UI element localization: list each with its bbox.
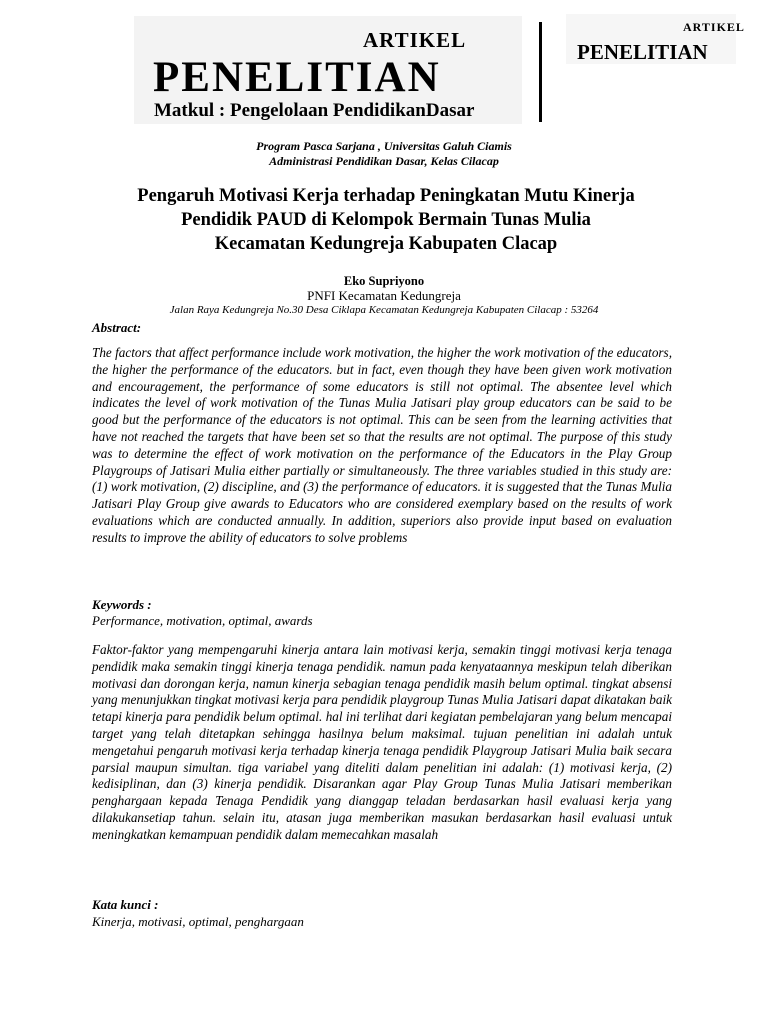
keywords-heading: Keywords : — [92, 597, 152, 612]
right-penelitian-text: PENELITIAN — [577, 40, 708, 64]
logo-artikel-text: ARTIKEL — [363, 28, 467, 52]
keywords-text: Performance, motivation, optimal, awards — [92, 613, 313, 628]
right-artikel-text: ARTIKEL — [683, 20, 745, 34]
paper-title — [80, 184, 692, 256]
header-divider — [539, 22, 542, 122]
kata-kunci-heading: Kata kunci : — [92, 897, 159, 912]
kata-kunci-text: Kinerja, motivasi, optimal, penghargaan — [92, 914, 304, 929]
title-line-1: Pengaruh Motivasi Kerja terhadap Peningkatan Mutu Kinerja — [137, 186, 635, 206]
abstract-heading: Abstract: — [92, 320, 142, 335]
author-institution: PNFI Kecamatan Kedungreja — [307, 288, 461, 303]
author-address: Jalan Raya Kedungreja No.30 Desa Ciklapa Kecamatan Kedungreja Kabupaten Cilacap : 53264 — [169, 304, 599, 316]
affiliation-line-2: Administrasi Pendidikan Dasar, Kelas Cilacap — [269, 154, 499, 168]
abstract-text: The factors that affect performance include work motivation, the higher the work motivation of the educators, the higher the performance of the educators. but in fact, even though they have been given work motivation and encouragement, the performance of some educators is still not optimal. The absentee level which indicates the level of work motivation of the Tunas Mulia Jatisari play group educators can be said to be good but the performance of the educators is not optimal. This can be seen from the learning activities that have not reached the targets that have been set so that the results are not optimal. The purpose of this study was to determine the effect of work motivation on the performance of the Educators in the Play Group Playgroups of Jatisari Mulia either partially or simultaneously. The three variables studied in this study are: (1) work motivation, (2) discipline, and (3) the performance of educators. it is suggested that the Tunas Mulia Jatisari Play Group give awards to Educators who are considered exemplary based on the results of work evaluations which are conducted annually. In addition, superiors also provide input based on evaluation results to improve the ability of educators to solve problems — [92, 345, 672, 545]
author-name: Eko Supriyono — [343, 274, 425, 288]
title-line-3: Kecamatan Kedungreja Kabupaten Clacap — [214, 234, 558, 254]
title-line-2: Pendidik PAUD di Kelompok Bermain Tunas Mulia — [181, 210, 591, 230]
logo-course-subtitle: Matkul : Pengelolaan PendidikanDasar — [154, 100, 475, 121]
abstrak-text: Faktor-faktor yang mempengaruhi kinerja antara lain motivasi kerja, semakin tinggi motivasi kerja tenaga pendidik maka semakin tinggi kinerja tenaga pendidik. namun pada kenyataannya meskipun telah diberikan motivasi dan dorongan kerja, namun kinerja sebagian tenaga pendidik masih belum optimal. tingkat absensi yang menunjukkan tingkat motivasi kerja para pendidik playgroup Tunas Mulia Jatisari dapat dikatakan baik tetapi kinerja para pendidik belum optimal. hal ini terlihat dari kegiatan pembelajaran yang belum mencapai target yang telah ditetapkan sehingga hasilnya belum maksimal. tujuan penelitian ini adalah untuk mengetahui pengaruh motivasi kerja terhadap kinerja tenaga pendidik Playgroup Jatisari Mulia baik secara parsial maupun simultan. tiga variabel yang diteliti dalam penelitian ini adalah: (1) motivasi kerja, (2) kedisiplinan, dan (3) kinerja pendidik. Disarankan agar Play Group Tunas Mulia Jatisari memberikan penghargaan kepada Tenaga Pendidik yang dianggap teladan berdasarkan hasil evaluasi kerja yang dilakukansetiap tahun. selain itu, atasan juga memberikan masukan berdasarkan hasil evaluasi untuk meningkatkan kemampuan pendidik dalam memecahkan masalah — [92, 642, 672, 842]
affiliation-line-1: Program Pasca Sarjana , Universitas Galuh Ciamis — [256, 139, 512, 153]
logo-penelitian-text: PENELITIAN — [153, 54, 441, 101]
